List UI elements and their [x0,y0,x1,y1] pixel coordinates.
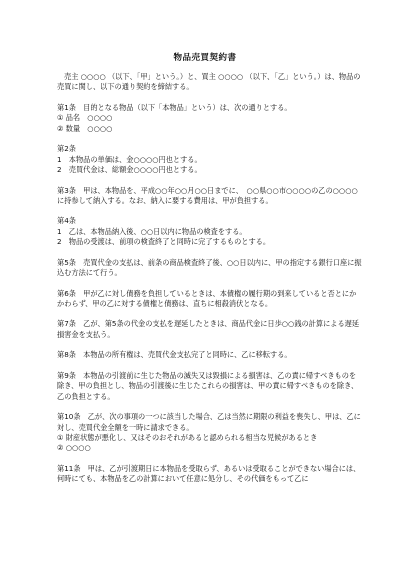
article-4-heading: 第4条 [57,216,76,226]
article-9: 第9条 本物品の引渡前に生じた物品の滅失又は毀損による損害は、乙の責に帰すべきものを除き、甲の負担とし、物品の引渡後に生じたこれらの損害は、甲の責に帰すべきものを除き、乙の負担とする。 [57,370,359,401]
article-10-item: ① 財産状態が悪化し、又はそのおそれがあると認められる相当な児候があるとき [57,432,318,442]
document-title: 物品売買契約書 [173,53,237,63]
article-4-item: 2 物品の受渡は、前項の検査終了と同時に完了するものとする。 [57,237,271,247]
article-4-item: 1 乙は、本物品納入後、○○日以内に物品の検査をする。 [57,226,247,236]
article-2-heading: 第2条 [57,144,76,154]
article-2-item: 2 売買代金は、総額金○○○○円也とする。 [57,165,202,175]
document-body [57,72,362,485]
article-6: 第6条 甲が乙に対し債務を負担しているときは、本債権の履行期の到来していると否とにかかわらず、甲の乙に対する債権と債務は、直ちに相殺消伏となる。 [57,288,357,308]
article-10-item: ② ○○○○ [57,443,91,453]
article-1-item: ① 品名 ○○○○ [57,113,113,123]
intro-paragraph: 売主 ○○○○ （以下、「甲」という。）と、買主 ○○○○ （以下、「乙」という。）は、物品の売買に関し、以下の通り契約を締結する。 [57,72,361,92]
article-1-heading: 第1条 目的となる物品（以下「本物品」という）は、次の通りとする。 [57,102,292,112]
article-11: 第11条 甲は、乙が引渡期日に本物品を受取らず、あるいは受取ることができない場合には、何時にても、本物品を乙の計算において任意に処分し、その代価をもって乙に [57,463,361,484]
article-5: 第5条 売買代金の支払は、前条の商品検査終了後、○○日以内に、甲の指定する銀行口座に振込む方法にて行う。 [57,257,362,278]
article-7: 第7条 乙が、第5条の代金の支払を遅延したときは、商品代金に日歩○○銭の計算による遅延損害金を支払う。 [57,319,360,339]
article-10-heading: 第10条 乙が、次の事項の一つに該当した場合、乙は当然に期限の利益を喪失し、甲は、乙に対し、売買代金全額を一時に請求できる。 [57,412,361,432]
article-2-item: 1 本物品の単価は、金○○○○円也とする。 [57,154,202,164]
article-3: 第3条 甲は、本物品を、平成○○年○○月○○日までに、 ○○県○○市○○○○の乙の○○○○に持参して納入する。なお、納入に要する費用は、甲が負担する。 [57,185,358,205]
article-8: 第8条 本物品の所有権は、売買代金支払完了と同時に、乙に移転する。 [57,350,292,360]
article-1-item: ② 数量 ○○○○ [57,123,113,133]
